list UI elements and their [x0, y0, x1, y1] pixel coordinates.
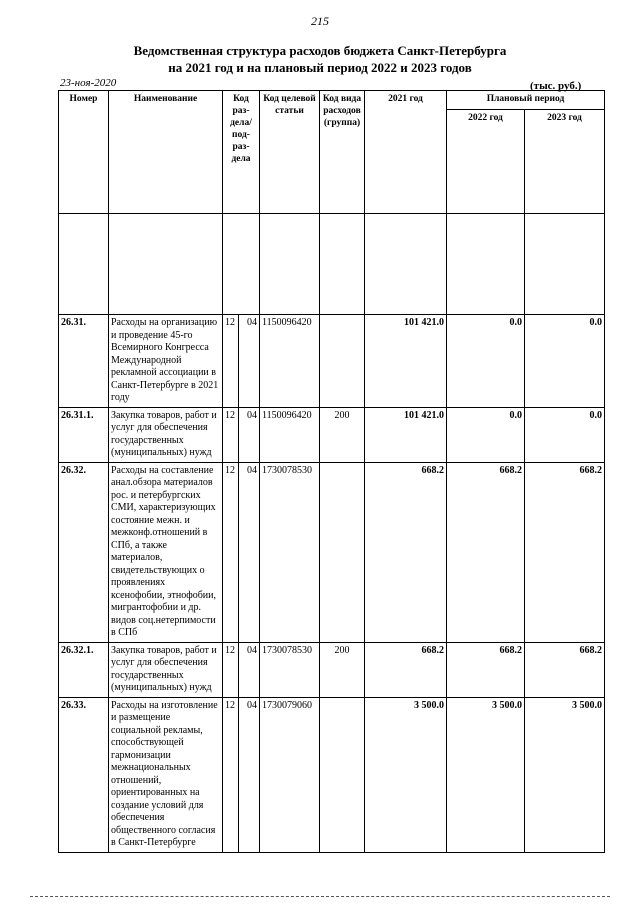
cell-subsection: 04 [239, 315, 260, 408]
page-number: 215 [311, 14, 329, 28]
table-row [59, 642, 605, 697]
spacer-cell [447, 214, 525, 315]
cell-number: 26.32. [59, 462, 109, 642]
cell-subsection: 04 [239, 407, 260, 462]
cell-2022: 0.0 [447, 315, 525, 408]
table-row [59, 697, 605, 852]
cell-2022: 0.0 [447, 407, 525, 462]
header-planned-period: Плановый период [447, 91, 605, 110]
cell-subsection: 04 [239, 462, 260, 642]
cell-subsection: 04 [239, 697, 260, 852]
header-type: Код вида расходов (группа) [320, 91, 365, 214]
cell-name: Расходы на составление анал.обзора материалов рос. и петербургских СМИ, характеризующих состояние межн. и межконф.отношений в СПб, а также материалов, свидетельствующих о проявлениях ксенофобии, этнофобии, мигрантофобии и др. видов соц.нетерпимости в СПб [109, 462, 223, 642]
cell-number: 26.32.1. [59, 642, 109, 697]
spacer-cell [59, 214, 109, 315]
cell-2021: 668.2 [365, 462, 447, 642]
cell-type [320, 315, 365, 408]
cell-number: 26.33. [59, 697, 109, 852]
cell-type: 200 [320, 407, 365, 462]
header-target: Код целевой статьи [260, 91, 320, 214]
header-2021: 2021 год [365, 91, 447, 214]
spacer-cell [223, 214, 260, 315]
title-line-2: на 2021 год и на плановый период 2022 и 2023 годов [168, 60, 472, 75]
cell-name: Закупка товаров, работ и услуг для обеспечения государственных (муниципальных) нужд [109, 642, 223, 697]
cell-name: Закупка товаров, работ и услуг для обеспечения государственных (муниципальных) нужд [109, 407, 223, 462]
header-number: Номер [59, 91, 109, 214]
cell-section: 12 [223, 407, 239, 462]
spacer-cell [365, 214, 447, 315]
cell-type [320, 697, 365, 852]
cell-2022: 3 500.0 [447, 697, 525, 852]
cell-number: 26.31. [59, 315, 109, 408]
spacer-cell [525, 214, 605, 315]
cell-name: Расходы на организацию и проведение 45-го Всемирного Конгресса Международной рекламной ассоциации в Санкт-Петербурге в 2021 году [109, 315, 223, 408]
cell-subsection: 04 [239, 642, 260, 697]
table-row [59, 407, 605, 462]
header-name: Наименование [109, 91, 223, 214]
table-row [59, 462, 605, 642]
document-date: 23-ноя-2020 [60, 77, 117, 89]
cell-name: Расходы на изготовление и размещение социальной рекламы, способствующей гармонизации межнациональных отношений, ориентированных на создание условий для обеспечения общественного согласия в Санкт-Петербурге [109, 697, 223, 852]
cell-target: 1730079060 [260, 697, 320, 852]
cell-2021: 668.2 [365, 642, 447, 697]
budget-table [58, 90, 605, 853]
document-title [0, 42, 640, 76]
cell-2023: 0.0 [525, 315, 605, 408]
cell-target: 1150096420 [260, 407, 320, 462]
cell-2022: 668.2 [447, 642, 525, 697]
cell-2021: 101 421.0 [365, 315, 447, 408]
table-row [59, 315, 605, 408]
cell-target: 1730078530 [260, 642, 320, 697]
cell-target: 1730078530 [260, 462, 320, 642]
cell-type: 200 [320, 642, 365, 697]
title-line-1: Ведомственная структура расходов бюджета Санкт-Петербурга [133, 43, 507, 58]
units-label: (тыс. руб.) [530, 80, 582, 92]
header-section: Код раз-дела/ под-раз-дела [223, 91, 260, 214]
cell-number: 26.31.1. [59, 407, 109, 462]
cell-section: 12 [223, 642, 239, 697]
spacer-cell [320, 214, 365, 315]
cell-section: 12 [223, 697, 239, 852]
cell-2021: 101 421.0 [365, 407, 447, 462]
header-2022: 2022 год [447, 110, 525, 214]
cell-2021: 3 500.0 [365, 697, 447, 852]
footer-divider [30, 896, 610, 897]
header-2023: 2023 год [525, 110, 605, 214]
cell-2023: 0.0 [525, 407, 605, 462]
spacer-cell [109, 214, 223, 315]
cell-section: 12 [223, 315, 239, 408]
cell-2023: 3 500.0 [525, 697, 605, 852]
cell-target: 1150096420 [260, 315, 320, 408]
table-spacer-row [59, 214, 605, 315]
cell-2022: 668.2 [447, 462, 525, 642]
cell-2023: 668.2 [525, 462, 605, 642]
cell-section: 12 [223, 462, 239, 642]
cell-2023: 668.2 [525, 642, 605, 697]
cell-type [320, 462, 365, 642]
spacer-cell [260, 214, 320, 315]
